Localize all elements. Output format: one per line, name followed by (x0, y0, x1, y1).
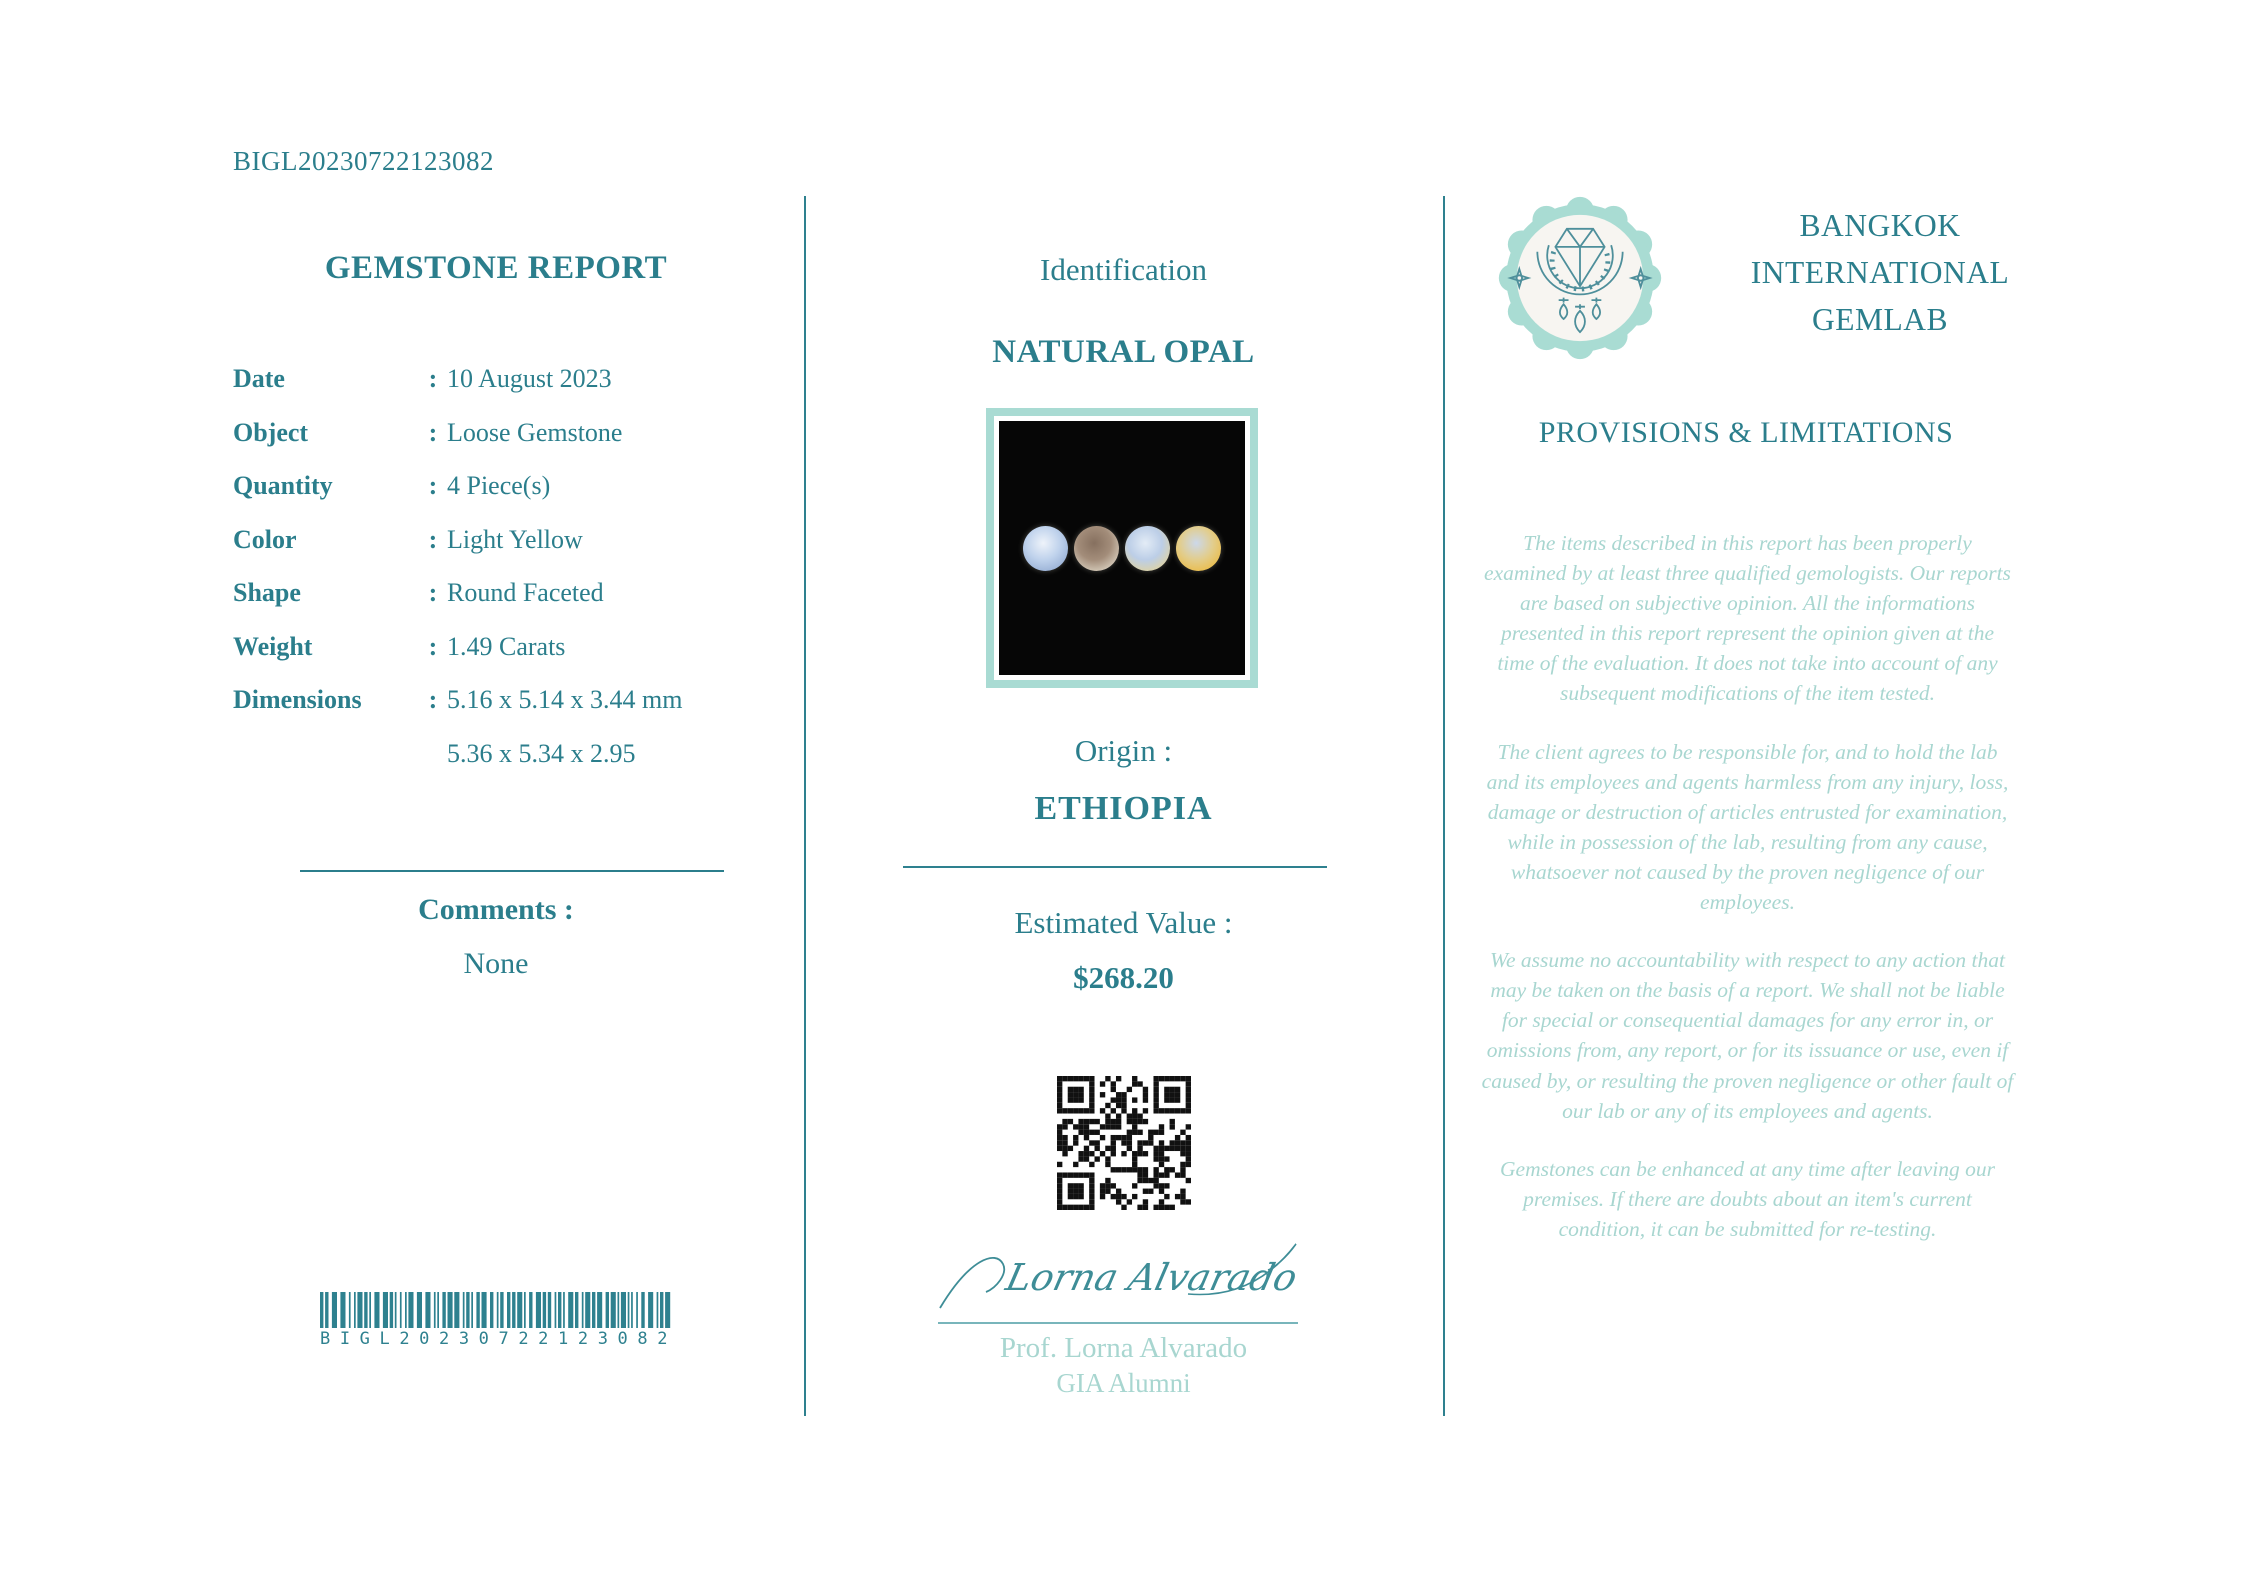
detail-row-object (233, 406, 773, 460)
gem-3 (1125, 526, 1170, 571)
report-details-table (233, 352, 773, 780)
barcode (320, 1292, 678, 1349)
detail-row-date (233, 352, 773, 406)
detail-colon: : (428, 524, 438, 554)
lab-name-line-2: INTERNATIONAL (1750, 255, 2010, 290)
gem-badge-icon (1498, 196, 1662, 360)
lab-name-line-3: GEMLAB (1812, 302, 1948, 337)
gem-1 (1023, 526, 1068, 571)
identification-result: NATURAL OPAL (992, 334, 1255, 370)
detail-colon: : (428, 578, 438, 607)
detail-value: 4 Piece(s) (447, 471, 551, 500)
detail-value: Light Yellow (447, 524, 583, 554)
origin-divider (903, 866, 1327, 868)
gem-photo (986, 408, 1258, 688)
detail-value: Round Faceted (447, 578, 604, 607)
detail-value: 5.36 x 5.34 x 2.95 (447, 738, 636, 768)
qr-code (1057, 1076, 1191, 1210)
detail-colon: : (428, 364, 438, 393)
lab-name (1678, 202, 2082, 343)
signature (930, 1230, 1305, 1322)
signatory-name: Prof. Lorna Alvarado (999, 1332, 1248, 1364)
origin-label: Origin : (1074, 733, 1173, 768)
report-title: GEMSTONE REPORT (324, 250, 668, 286)
detail-row-weight (233, 620, 773, 674)
detail-row-dimensions (233, 673, 773, 727)
comments-label: Comments : (418, 893, 574, 926)
signatory-title: GIA Alumni (1056, 1368, 1191, 1398)
detail-row-shape (233, 566, 773, 620)
origin-value: ETHIOPIA (1034, 790, 1213, 827)
provision-paragraph-1: The items described in this report has been properly examined by at least three qualified gemologists. Our reports are based on subjective opinion. All the informations presented in this report represent the opinion given at the time of the evaluation. It does not take into account of any subsequent modifications of the item tested. (1484, 531, 2011, 706)
identification-heading: Identification (1040, 252, 1207, 287)
provision-paragraph-3: We assume no accountability with respect to any action that may be taken on the basis of a report. We shall not be liable for special or consequential damages for any error in, or omissions from, any report, or for its issuance or use, even if caused by, or resulting the proven negligence or other fault of our lab or any of its employees and agents. (1481, 948, 2014, 1123)
column-divider-right (1443, 196, 1445, 1416)
provision-paragraph-4: Gemstones can be enhanced at any time after leaving our premises. If there are doubts about an item's current condition, it can be submitted for re-testing. (1500, 1156, 1995, 1241)
comments-divider (300, 870, 724, 872)
detail-label: Date (233, 364, 285, 393)
provisions-heading: PROVISIONS & LIMITATIONS (1538, 416, 1954, 449)
estimated-value-amount: $268.20 (1073, 960, 1174, 995)
detail-value: 1.49 Carats (447, 631, 566, 661)
estimated-value-label: Estimated Value : (1014, 905, 1233, 940)
detail-label: Quantity (233, 471, 333, 500)
detail-row-quantity (233, 459, 773, 513)
detail-label: Dimensions (233, 685, 362, 714)
detail-colon: : (428, 471, 438, 500)
lab-name-line-1: BANGKOK (1799, 208, 1961, 243)
detail-label: Color (233, 524, 297, 554)
detail-label: Weight (233, 631, 313, 661)
signature-line (938, 1322, 1298, 1324)
detail-value: 10 August 2023 (447, 364, 612, 393)
gem-photo-inner (999, 421, 1245, 675)
comments-value: None (463, 947, 529, 980)
detail-label: Shape (233, 578, 301, 607)
gem-4 (1176, 526, 1221, 571)
detail-row-dimensions-2 (233, 727, 773, 781)
detail-colon: : (428, 685, 438, 714)
provision-paragraph-2: The client agrees to be responsible for, and to hold the lab and its employees and agents harmless from any injury, loss, damage or destruction of articles entrusted for examination, while in possession of the lab, resulting from any cause, whatsoever not caused by the proven negligence of our employees. (1486, 739, 2009, 915)
signature-text: Lorna Alvarado (1002, 1255, 1302, 1299)
detail-value: 5.16 x 5.14 x 3.44 mm (447, 685, 683, 714)
gem-2 (1074, 526, 1119, 571)
detail-row-color (233, 513, 773, 567)
barcode-bars (320, 1292, 678, 1328)
detail-label: Object (233, 417, 309, 447)
detail-value: Loose Gemstone (447, 417, 623, 447)
report-number: BIGL20230722123082 (233, 146, 494, 176)
detail-colon: : (428, 631, 438, 661)
provisions-text (1480, 528, 2015, 1272)
barcode-text: BIGL20230722123082 (320, 1329, 678, 1349)
detail-colon: : (428, 417, 438, 447)
